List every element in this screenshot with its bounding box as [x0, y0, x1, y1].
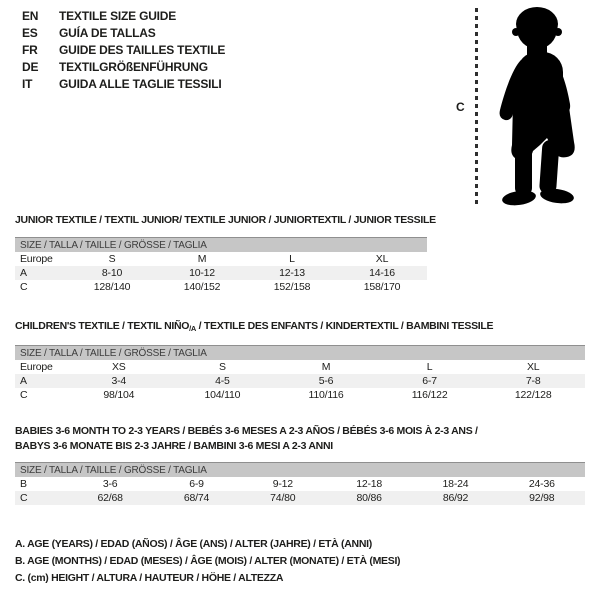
value-cell: 104/110 — [204, 389, 241, 401]
value-cell: 128/140 — [93, 281, 131, 293]
baby-silhouette-icon — [484, 4, 598, 210]
children-title-subscript: /A — [189, 324, 197, 333]
babies-size-table — [15, 462, 585, 505]
lang-code: DE — [22, 60, 39, 74]
row-label: Europe — [20, 253, 53, 265]
children-row-height — [15, 388, 585, 402]
value-cell: 158/170 — [363, 281, 401, 293]
size-cell: M — [197, 253, 207, 265]
value-cell: 6-7 — [422, 375, 437, 387]
value-cell: 24-36 — [528, 478, 555, 490]
lang-row-it — [22, 76, 225, 93]
lang-label: TEXTILGRÖßENFÜHRUNG — [59, 60, 208, 74]
value-cell: 3-4 — [111, 375, 127, 387]
value-cell: 6-9 — [189, 478, 204, 490]
value-cell: 98/104 — [103, 389, 135, 401]
value-cell: 7-8 — [525, 375, 541, 387]
size-cell: XS — [111, 361, 126, 373]
row-label: C — [20, 281, 28, 293]
value-cell: 110/116 — [308, 389, 344, 401]
children-size-table — [15, 345, 585, 402]
babies-title-line1: BABIES 3-6 MONTH TO 2-3 YEARS / BEBÉS 3-6 MESES A 2-3 AÑOS / BÉBÉS 3-6 MOIS À 2-3 ANS / — [15, 425, 478, 437]
children-title-prefix: CHILDREN'S TEXTILE / TEXTIL NIÑO — [15, 320, 190, 332]
babies-row-months — [15, 477, 585, 491]
size-cell: L — [289, 253, 295, 265]
value-cell: 62/68 — [97, 492, 123, 504]
row-label: A — [20, 267, 27, 279]
row-label: C — [20, 389, 28, 401]
lang-label: GUIDE DES TAILLES TEXTILE — [59, 43, 226, 57]
junior-size-table — [15, 237, 427, 294]
babies-row-height — [15, 491, 585, 505]
note-height-cm: C. (cm) HEIGHT / ALTURA / HAUTEUR / HÖHE / ALTEZZA — [15, 572, 284, 584]
value-cell: 86/92 — [442, 492, 469, 504]
value-cell: 18-24 — [442, 478, 469, 490]
value-cell: 68/74 — [183, 492, 210, 504]
row-label: Europe — [20, 361, 53, 373]
size-cell: XL — [526, 361, 540, 373]
row-label: C — [20, 492, 28, 504]
size-cell: M — [321, 361, 331, 373]
babies-size-header: SIZE / TALLA / TAILLE / GRÖSSE / TAGLIA — [15, 463, 585, 478]
children-section-title — [15, 320, 493, 333]
note-age-months: B. AGE (MONTHS) / EDAD (MESES) / ÂGE (MOIS) / ALTER (MONATE) / ETÀ (MESI) — [15, 555, 401, 567]
lang-code: EN — [22, 9, 39, 23]
children-size-header: SIZE / TALLA / TAILLE / GRÖSSE / TAGLIA — [15, 346, 585, 361]
lang-label: GUIDA ALLE TAGLIE TESSILI — [59, 77, 222, 91]
junior-row-age — [15, 266, 427, 280]
lang-code: FR — [22, 43, 38, 57]
junior-size-header: SIZE / TALLA / TAILLE / GRÖSSE / TAGLIA — [15, 238, 427, 253]
lang-label: TEXTILE SIZE GUIDE — [59, 9, 177, 23]
children-row-europe — [15, 360, 585, 374]
value-cell: 8-10 — [101, 267, 123, 279]
note-age-years: A. AGE (YEARS) / EDAD (AÑOS) / ÂGE (ANS) / ALTER (JAHRE) / ETÀ (ANNI) — [15, 538, 372, 550]
language-header — [22, 8, 225, 93]
size-cell: XL — [375, 253, 389, 265]
junior-row-europe — [15, 252, 427, 266]
babies-title-line2: BABYS 3-6 MONATE BIS 2-3 JAHRE / BAMBINI 3-6 MESI A 2-3 ANNI — [15, 440, 333, 452]
height-dotted-line — [475, 8, 478, 208]
size-cell: S — [108, 253, 116, 265]
value-cell: 12-18 — [356, 478, 383, 490]
value-cell: 122/128 — [514, 389, 552, 401]
value-cell: 4-5 — [215, 375, 230, 387]
lang-code: IT — [22, 77, 33, 91]
children-title-suffix: / TEXTILE DES ENFANTS / KINDERTEXTIL / BAMBINI TESSILE — [196, 320, 494, 332]
lang-label: GUÍA DE TALLAS — [59, 26, 156, 40]
lang-row-en — [22, 8, 225, 25]
size-cell: S — [218, 361, 226, 373]
baby-height-figure — [450, 0, 600, 215]
value-cell: 12-13 — [279, 267, 305, 279]
value-cell: 10-12 — [189, 267, 215, 279]
value-cell: 3-6 — [102, 478, 118, 490]
value-cell: 116/122 — [411, 389, 448, 401]
junior-section-title: JUNIOR TEXTILE / TEXTIL JUNIOR/ TEXTILE JUNIOR / JUNIORTEXTIL / JUNIOR TESSILE — [15, 214, 436, 226]
size-cell: L — [426, 361, 433, 373]
lang-row-fr — [22, 42, 225, 59]
value-cell: 140/152 — [183, 281, 221, 293]
height-measure-label: C — [456, 100, 465, 114]
lang-code: ES — [22, 26, 38, 40]
lang-row-es — [22, 25, 225, 42]
junior-row-height — [15, 280, 427, 294]
value-cell: 9-12 — [272, 478, 293, 490]
value-cell: 80/86 — [356, 492, 382, 504]
children-row-age — [15, 374, 585, 388]
lang-row-de — [22, 59, 225, 76]
value-cell: 14-16 — [369, 267, 395, 279]
legend-notes — [15, 536, 400, 587]
value-cell: 5-6 — [318, 375, 334, 387]
row-label: B — [20, 478, 27, 490]
row-label: A — [20, 375, 27, 387]
value-cell: 92/98 — [529, 492, 555, 504]
value-cell: 152/158 — [273, 281, 311, 293]
babies-section-title — [15, 424, 478, 454]
value-cell: 74/80 — [270, 492, 296, 504]
